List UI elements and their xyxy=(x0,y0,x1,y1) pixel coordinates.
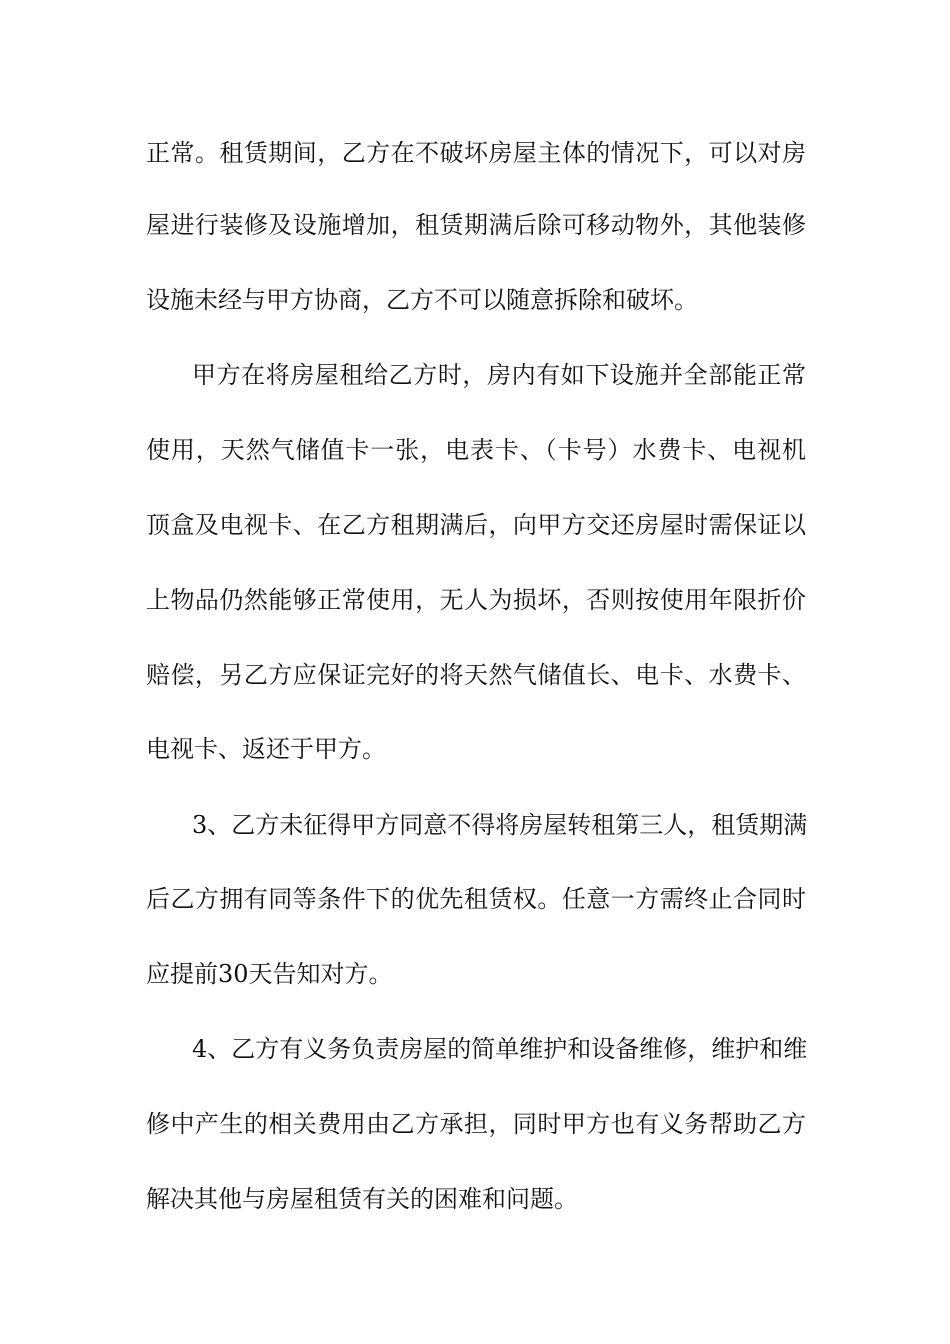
text-line: 赔偿，另乙方应保证完好的将天然气储值长、电卡、水费卡、 xyxy=(146,661,806,689)
text-line: 后乙方拥有同等条件下的优先租赁权。任意一方需终止合同时 xyxy=(146,885,806,913)
text-line: 正常。租赁期间，乙方在不破坏房屋主体的情况下，可以对房 xyxy=(146,139,806,167)
text-line: 甲方在将房屋租给乙方时，房内有如下设施并全部能正常 xyxy=(192,361,806,389)
text-line: 3、乙方未征得甲方同意不得将房屋转租第三人，租赁期满 xyxy=(192,811,808,839)
text-line: 屋进行装修及设施增加，租赁期满后除可移动物外，其他装修 xyxy=(146,211,806,239)
text-line: 顶盒及电视卡、在乙方租期满后，向甲方交还房屋时需保证以 xyxy=(146,511,806,539)
text-line: 上物品仍然能够正常使用，无人为损坏，否则按使用年限折价 xyxy=(146,586,806,614)
text-line: 使用，天然气储值卡一张，电表卡、（卡号）水费卡、电视机 xyxy=(146,436,806,464)
text-line: 修中产生的相关费用由乙方承担，同时甲方也有义务帮助乙方 xyxy=(146,1110,806,1138)
text-line: 解决其他与房屋租赁有关的困难和问题。 xyxy=(146,1185,578,1213)
text-line: 设施未经与甲方协商，乙方不可以随意拆除和破坏。 xyxy=(146,286,698,314)
text-line: 应提前30天告知对方。 xyxy=(146,960,393,988)
text-line: 4、乙方有义务负责房屋的简单维护和设备维修，维护和维 xyxy=(192,1035,808,1063)
text-line: 电视卡、返还于甲方。 xyxy=(146,735,386,763)
